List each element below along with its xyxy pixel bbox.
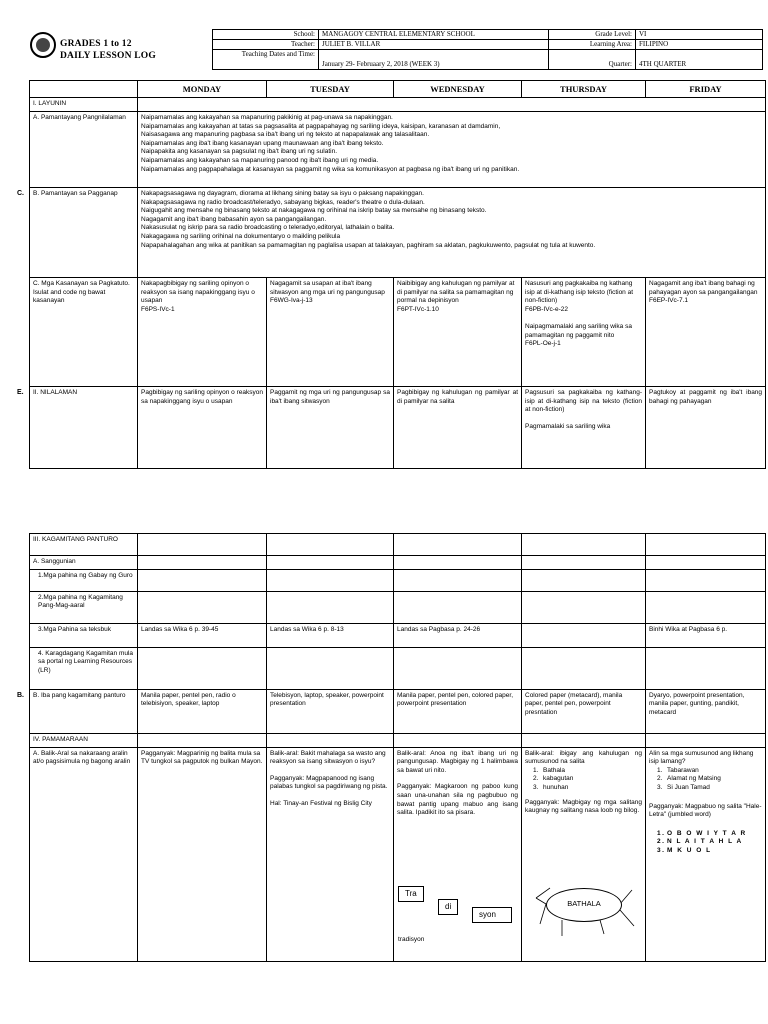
list-item: 1. Bathala bbox=[533, 766, 566, 774]
kagamitan-friday: Dyaryo, powerpoint presentation, manila paper, gunting, pandikit, metacard bbox=[646, 689, 766, 733]
blank-cell bbox=[394, 733, 522, 747]
nilalaman-monday: Pagbibigay ng sariling opinyon o reaksyon sa napakinggang isyu o usapan bbox=[138, 387, 267, 469]
kagamitan-wednesday: Manila paper, pentel pen, colored paper, powerpoint presentation bbox=[394, 689, 522, 733]
list-item: 3. hunuhan bbox=[533, 783, 569, 791]
blank-cell bbox=[522, 569, 646, 591]
log-title: GRADES 1 to 12 DAILY LESSON LOG bbox=[60, 39, 156, 61]
teksbuk-label: 3.Mga Pahina sa teksbuk bbox=[30, 623, 138, 647]
blank-cell bbox=[267, 647, 394, 689]
content-line: Naipapakita ang kasanayan sa pagsulat ng iba't ibang uri ng sulatin. bbox=[141, 148, 338, 156]
blank-cell bbox=[646, 647, 766, 689]
bathala-oval: BATHALA bbox=[546, 888, 622, 922]
days-header-blank bbox=[30, 81, 138, 98]
kasanayan-wednesday: Naibibigay ang kahulugan ng pamilyar at di pamilyar na salita sa pamamagitan ng pormal na depinisyon F6PT-IVc-1.10 bbox=[394, 278, 522, 387]
deped-seal bbox=[30, 32, 56, 58]
area-value: FILIPINO bbox=[636, 40, 763, 50]
blank-cell bbox=[138, 569, 267, 591]
sanggunian-label: A. Sanggunian bbox=[30, 556, 138, 570]
blank-cell bbox=[138, 647, 267, 689]
day-wednesday: WEDNESDAY bbox=[394, 81, 522, 98]
pamantayang-pangnilalaman-content bbox=[138, 112, 766, 188]
pamantayan-sa-pagganap-content bbox=[138, 188, 766, 278]
content-line: Naipamamalas ang kakayahan at tatas sa pagsasalita at pagpapahayag ng sariling ideya, kaisipan, karanasan at damdamin, bbox=[141, 122, 501, 130]
layunin-table bbox=[17, 97, 766, 469]
blank-cell bbox=[646, 591, 766, 623]
iba-pang-kagamitan-label: B. B. Iba pang kagamitang panturo bbox=[30, 689, 138, 733]
content-line: Napapahalagahan ang wika at panitikan sa pamamagitan ng paglalisa usapan at talakayan, paghiram sa aklatan, pagkukuwento, pagsulat ng tula at kuwento. bbox=[141, 241, 596, 249]
kasanayan-thursday: Nasusuri ang pagkakaiba ng kathang isip at di-kathang isip teksto (fiction at non-fiction) F6PB-IVc-e-22 Naipagmamalaki ang sariling wika sa pamamagitan ng paggamit nito F6PL-Oe-j-1 bbox=[522, 278, 646, 387]
blank-cell bbox=[522, 647, 646, 689]
balik-aral-thursday: Balik-aral: ibigay ang kahulugan ng sumusunod na salita 1. Bathala 2. kabagutan 3. hunuhan Pagganyak: Magbigay ng mga salitang kaugnay ng salitang nasa loob ng bilog. BATHALA bbox=[522, 747, 646, 961]
balik-aral-tuesday: Balik-aral: Bakit mahalaga sa wasto ang reaksyon sa isang sitwasyon o isyu? Pagganyak: Magpapanood ng isang palabas tungkol sa pagdiriwang ng pista. Hal: Tinay-an Festival ng Bislig City bbox=[267, 747, 394, 961]
list-item: 2. N L A I T A H L A bbox=[657, 838, 743, 846]
day-tuesday: TUESDAY bbox=[267, 81, 394, 98]
nilalaman-label: E. II. NILALAMAN bbox=[30, 387, 138, 469]
balik-aral-friday: Alin sa mga sumusunod ang likhang isip lamang? 1. Tabarawan 2. Alamat ng Matsing 3. Si Juan Tamad Pagganyak: Magpabuo ng salita "Hale-Letra" (jumbled word) 1. O B O W I Y T A R 2. N L A I T A H L A 3. M K U O L bbox=[646, 747, 766, 961]
kagamitan-monday: Manila paper, pentel pen, radio o telebisiyon, speaker, laptop bbox=[138, 689, 267, 733]
blank-cell bbox=[522, 534, 646, 556]
teksbuk-wednesday: Landas sa Pagbasa p. 24-26 bbox=[394, 623, 522, 647]
list-item: 3. M K U O L bbox=[657, 846, 712, 854]
blank-cell bbox=[138, 591, 267, 623]
blank-cell bbox=[646, 534, 766, 556]
blank-cell bbox=[267, 534, 394, 556]
content-line: Naigugahit ang mensahe ng binasang teksto at nakagagawa ng orihinal na iskrip batay sa mensahe ng binasang teksto. bbox=[141, 207, 487, 215]
row-marker: E. bbox=[17, 389, 24, 396]
blank-cell bbox=[394, 534, 522, 556]
blank-cell bbox=[267, 556, 394, 570]
teksbuk-thursday bbox=[522, 623, 646, 647]
blank-cell bbox=[267, 591, 394, 623]
kasanayan-monday: Nakapagbibigay ng sariling opinyon o reaksyon sa isang napakinggang isyu o usapan F6PS-IVc-1 bbox=[138, 278, 267, 387]
balik-aral-monday: Pagganyak: Magparinig ng balita mula sa TV tungkol sa pagputok ng bulkan Mayon. bbox=[138, 747, 267, 961]
kagamitang-mag-aaral-label: 2.Mga pahina ng Kagamitang Pang-Mag-aaral bbox=[30, 591, 138, 623]
gabay-guro-label: 1.Mga pahina ng Gabay ng Guro bbox=[30, 569, 138, 591]
content-line: Naipamamalas ang kakayahan sa mapanuring panood ng iba't ibang uri ng media. bbox=[141, 156, 379, 164]
blank-cell bbox=[138, 534, 267, 556]
content-line: Nakasusulat ng iskrip para sa radio broadcasting o teleradyo,editoryal, lathalain o balita. bbox=[141, 224, 395, 232]
kagamitan-tuesday: Telebisyon, laptop, speaker, powerpoint presentation bbox=[267, 689, 394, 733]
layunin-title: I. LAYUNIN bbox=[30, 98, 138, 112]
day-friday: FRIDAY bbox=[646, 81, 766, 98]
syllable-answer: tradisyon bbox=[398, 935, 425, 943]
content-line: Naipamamalas ang kakayahan sa mapanuring pakikinig at pag-unawa sa napakinggan. bbox=[141, 114, 393, 121]
content-line: Nagagamit ang iba't ibang babasahin ayon sa pangangailangan. bbox=[141, 215, 327, 223]
nilalaman-wednesday: Pagbibigay ng kahulugan ng pamilyar at di pamilyar na salita bbox=[394, 387, 522, 469]
list-item: 3. Si Juan Tamad bbox=[657, 783, 710, 791]
row-marker: B. bbox=[17, 691, 24, 699]
kagamitan-thursday: Colored paper (metacard), manila paper, pentel pen, powerpoint presntation bbox=[522, 689, 646, 733]
nilalaman-thursday: Pagsusuri sa pagkakaiba ng kathang-isip at di-kathang isip na teksto (fiction at non-fiction) Pagmamalaki sa sariling wika bbox=[522, 387, 646, 469]
syllable-box: Tra bbox=[398, 886, 424, 902]
blank-cell bbox=[394, 647, 522, 689]
pamamaraan-title: IV. PAMAMARAAN bbox=[30, 733, 138, 747]
area-label: Learning Area: bbox=[549, 40, 636, 50]
blank-cell bbox=[394, 556, 522, 570]
balik-aral-label: A. Balik-Aral sa nakaraang aralin at/o pagsisimula ng bagong aralin bbox=[30, 747, 138, 961]
grade-label: Grade Level: bbox=[549, 30, 636, 40]
content-line: Naisasagawa ang mapanuring pagbasa sa iba't ibang uri ng teksto at napapalawak ang talasalitaan. bbox=[141, 131, 430, 139]
quarter-label: Quarter: bbox=[549, 50, 636, 70]
header-info-table bbox=[212, 29, 763, 70]
content-line: Nakapagsasagawa ng dayagram, diorama at likhang sining batay sa isyu o paksang napakinggan. bbox=[141, 190, 424, 197]
list-item: 2. Alamat ng Matsing bbox=[657, 775, 721, 783]
dates-label: Teaching Dates and Time: bbox=[213, 50, 319, 70]
blank-cell bbox=[646, 733, 766, 747]
kasanayan-tuesday: Nagagamit sa usapan at iba't ibang sitwasyon ang mga uri ng pangungusap F6WG-Iva-j-13 bbox=[267, 278, 394, 387]
teacher-label: Teacher: bbox=[213, 40, 319, 50]
days-header bbox=[29, 80, 766, 98]
content-line: Naipamamalas ang pagpapahalaga at kasanayan sa paggamit ng wika sa komunikasyon at pagbasa ng iba't ibang uri ng panitikan. bbox=[141, 165, 520, 173]
blank-cell bbox=[394, 569, 522, 591]
lr-portal-label: 4. Karagdagang Kagamitan mula sa portal ng Learning Resources (LR) bbox=[30, 647, 138, 689]
blank-cell bbox=[394, 591, 522, 623]
layunin-blank bbox=[138, 98, 766, 112]
day-thursday: THURSDAY bbox=[522, 81, 646, 98]
school-value: MANGAGOY CENTRAL ELEMENTARY SCHOOL bbox=[319, 30, 549, 40]
nilalaman-tuesday: Paggamit ng mga uri ng pangungusap sa iba't ibang sitwasyon bbox=[267, 387, 394, 469]
teksbuk-tuesday: Landas sa Wika 6 p. 8-13 bbox=[267, 623, 394, 647]
balik-aral-wednesday: Balik-aral: Anoa ng iba't ibang uri ng pangungusap. Magbigay ng 1 halimbawa sa bawat uri nito. Pagganyak: Magkaroon ng paboo kung saan una-unahan sila ng pagbubuo ng bawat pantig upang mabuo ang isang salita. Ipadikit ito sa pisara. Tra di syon tradisyon bbox=[394, 747, 522, 961]
nilalaman-friday: Pagtukoy at paggamit ng iba't ibang bahagi ng pahayagan bbox=[646, 387, 766, 469]
blank-cell bbox=[267, 733, 394, 747]
syllable-box: di bbox=[438, 899, 458, 915]
teacher-value: JULIET B. VILLAR bbox=[319, 40, 549, 50]
blank-cell bbox=[646, 569, 766, 591]
dates-value: January 29- Februaary 2, 2018 (WEEK 3) bbox=[319, 50, 549, 70]
pamantayan-sa-pagganap-label: C. B. Pamantayan sa Pagganap bbox=[30, 188, 138, 278]
school-label: School: bbox=[213, 30, 319, 40]
blank-cell bbox=[646, 556, 766, 570]
content-line: Nakagagawa ng sariling orihinal na dokumentaryo o maikling pelikula bbox=[141, 232, 341, 240]
kasanayan-friday: Nagagamit ang iba't ibang bahagi ng pahayagan ayon sa pangangailangan F6EP-IVc-7.1 bbox=[646, 278, 766, 387]
blank-cell bbox=[138, 733, 267, 747]
kagamitan-pamamaraan-table bbox=[17, 533, 766, 962]
row-marker: C. bbox=[17, 190, 24, 197]
blank-cell bbox=[267, 569, 394, 591]
blank-cell bbox=[138, 556, 267, 570]
list-item: 2. kabagutan bbox=[533, 775, 574, 783]
teksbuk-monday: Landas sa Wika 6 p. 39-45 bbox=[138, 623, 267, 647]
grade-value: VI bbox=[636, 30, 763, 40]
day-monday: MONDAY bbox=[138, 81, 267, 98]
quarter-value: 4TH QUARTER bbox=[636, 50, 763, 70]
pamantayang-pangnilalaman-label: A. Pamantayang Pangnilalaman bbox=[30, 112, 138, 188]
teksbuk-friday: Binhi Wika at Pagbasa 6 p. bbox=[646, 623, 766, 647]
list-item: 1. O B O W I Y T A R bbox=[657, 829, 747, 837]
blank-cell bbox=[522, 556, 646, 570]
syllable-box: syon bbox=[472, 907, 512, 923]
kasanayan-label: C. Mga Kasanayan sa Pagkatuto. Isulat and code ng bawat kasanayan bbox=[30, 278, 138, 387]
content-line: Naipamamalas ang iba't ibang kasanayan upang maunawaan ang iba't ibang teksto. bbox=[141, 139, 384, 147]
content-line: Nakapagsasagawa ng radio broadcast/teleradyo, sabayang bigkas, reader's theatre o dula-dulaan. bbox=[141, 198, 425, 206]
blank-cell bbox=[522, 591, 646, 623]
blank-cell bbox=[522, 733, 646, 747]
list-item: 1. Tabarawan bbox=[657, 766, 699, 774]
kagamitan-title: III. KAGAMITANG PANTURO bbox=[30, 534, 138, 556]
